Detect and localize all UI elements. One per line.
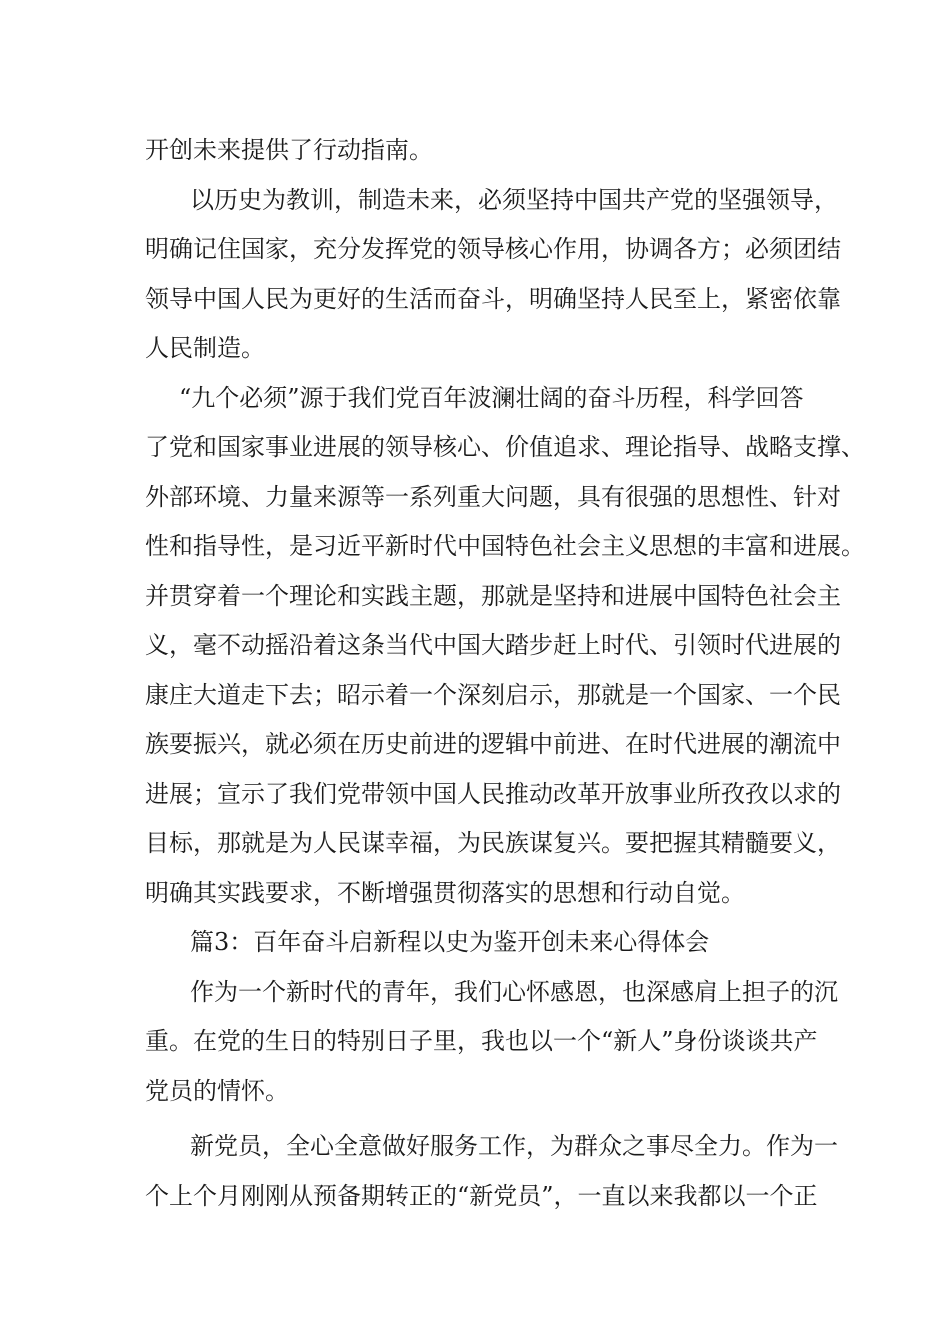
text-line-11: 义，毫不动摇沿着这条当代中国大踏步赶上时代、引领时代进展的: [145, 631, 841, 659]
text-line-6: “九个必须”源于我们党百年波澜壮阔的奋斗历程，科学回答: [179, 384, 804, 412]
text-line-14: 进展；宣示了我们党带领中国人民推动改革开放事业所孜孜以求的: [145, 780, 841, 808]
text-line-8: 外部环境、力量来源等一系列重大问题，具有很强的思想性、针对: [145, 483, 841, 511]
text-line-16: 明确其实践要求，不断增强贯彻落实的思想和行动自觉。: [145, 879, 745, 907]
text-line-12: 康庄大道走下去；昭示着一个深刻启示，那就是一个国家、一个民: [145, 681, 841, 709]
text-line-3: 明确记住国家，充分发挥党的领导核心作用，协调各方；必须团结: [145, 235, 841, 263]
text-line-18: 作为一个新时代的青年，我们心怀感恩，也深感肩上担子的沉: [190, 978, 838, 1006]
text-line-5: 人民制造。: [145, 334, 265, 362]
text-line-4: 领导中国人民为更好的生活而奋斗，明确坚持人民至上，紧密依靠: [145, 285, 841, 313]
text-line-10: 并贯穿着一个理论和实践主题，那就是坚持和进展中国特色社会主: [145, 582, 841, 610]
text-line-20: 党员的情怀。: [145, 1077, 289, 1105]
text-line-21: 新党员，全心全意做好服务工作，为群众之事尽全力。作为一: [190, 1132, 838, 1160]
text-line-15: 目标，那就是为人民谋幸福，为民族谋复兴。要把握其精髓要义，: [145, 829, 841, 857]
text-line-2: 以历史为教训，制造未来，必须坚持中国共产党的坚强领导，: [190, 186, 838, 214]
text-line-19: 重。在党的生日的特别日子里，我也以一个“新人”身份谈谈共产: [145, 1027, 818, 1055]
text-line-7: 了党和国家事业进展的领导核心、价值追求、理论指导、战略支撑、: [145, 433, 865, 461]
text-line-1: 开创未来提供了行动指南。: [145, 136, 433, 164]
text-line-22: 个上个月刚刚从预备期转正的“新党员”，一直以来我都以一个正: [145, 1182, 818, 1210]
section-heading: 篇3：百年奋斗启新程以史为鉴开创未来心得体会: [190, 928, 710, 956]
text-line-9: 性和指导性，是习近平新时代中国特色社会主义思想的丰富和进展。: [145, 532, 865, 560]
text-line-13: 族要振兴，就必须在历史前进的逻辑中前进、在时代进展的潮流中: [145, 730, 841, 758]
